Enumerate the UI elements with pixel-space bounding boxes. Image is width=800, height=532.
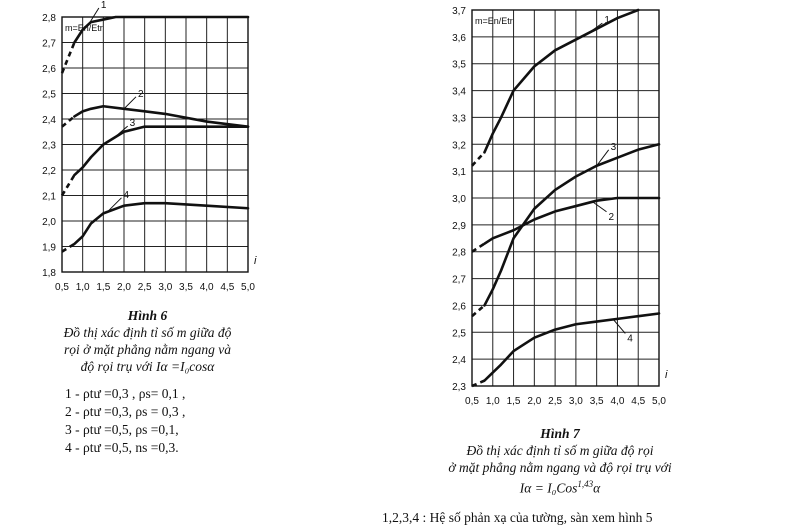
fig6-x-axis-label: i [254,255,257,267]
fig6-x-tick-label: 0,5 [55,282,69,293]
figure-6-caption-line-3: độ rọi trụ với Iα =I₀cosα [80,359,215,374]
fig7-series-1-line [484,10,638,152]
figure-6-caption [20,307,275,375]
fig7-x-tick-label: 0,5 [465,396,479,407]
legend-item-1: 1 - ρtư =0,3 , ρs= 0,1 , [65,386,186,401]
figure-7-title: Hình 7 [540,426,580,441]
fig7-y-tick-label: 3,7 [452,6,466,17]
fig6-x-tick-label: 2,0 [117,282,131,293]
fig6-x-tick-label: 1,0 [75,282,90,293]
fig7-y-tick-label: 3,4 [452,86,466,98]
fig6-x-tick-label: 3,0 [158,282,173,293]
fig7-y-tick-label: 2,6 [452,301,466,313]
fig7-y-tick-label: 2,8 [452,247,466,259]
fig7-y-tick-label: 3,0 [452,194,466,205]
formula-main: Iα = I₀Cos [519,480,578,496]
fig7-series-2-label: 2 [608,211,615,223]
fig6-y-tick-label: 2,6 [42,64,56,75]
fig6-x-tick-label: 4,0 [199,282,214,293]
formula-alpha: α [593,480,601,496]
fig7-y-tick-label: 2,4 [452,355,466,367]
fig6-series-2-line [74,106,248,126]
fig7-series-4-dashed [472,381,484,386]
fig7-y-tick-label: 3,6 [452,32,466,44]
figure-7-caption-line-1: Đồ thị xác định tỉ số m giữa độ rọi [466,443,654,458]
fig6-series-3-label: 3 [129,118,136,130]
fig6-series-1-dashed [62,43,74,74]
fig6-x-tick-label: 3,5 [179,282,193,293]
fig7-y-tick-label: 3,5 [452,59,466,71]
fig7-x-tick-label: 4,5 [631,396,646,407]
fig6-y-tick-label: 2,2 [42,166,56,177]
fig7-series-3-label: 3 [610,141,617,153]
fig6-y-tick-label: 2,1 [42,191,56,203]
fig6-y-tick-label: 2,8 [42,13,56,24]
fig6-y-axis-label: m=En/Etr [65,23,103,33]
fig6-y-tick-label: 2,5 [42,89,56,101]
legend-item-2: 2 - ρtư =0,3, ρs = 0,3 , [65,404,186,419]
fig6-x-tick-label: 4,5 [220,282,235,293]
fig6-series-4-label: 4 [123,189,130,201]
fig6-y-tick-label: 2,3 [42,140,56,152]
fig7-y-tick-label: 3,2 [452,140,466,152]
fig7-series-2-line [484,198,659,244]
fig6-y-tick-label: 2,7 [42,38,56,50]
fig7-series-4-label: 4 [627,333,633,345]
fig7-y-tick-label: 2,7 [452,274,466,286]
fig6-y-tick-label: 2,4 [42,115,56,126]
fig7-y-tick-label: 2,9 [452,220,466,232]
fig6-grid [62,17,248,272]
fig6-series-3-dashed [62,175,74,195]
fig6-series-2-leader [124,97,136,109]
fig7-y-tick-label: 2,3 [452,382,466,393]
fig6-y-tick-label: 2,0 [42,217,56,228]
fig7-x-axis-label: i [665,369,668,381]
fig7-series-4-line [484,313,659,380]
fig7-x-tick-label: 1,5 [506,396,521,407]
legend-item-3: 3 - ρtư =0,5, ρs =0,1, [65,422,179,437]
legend-item-4: 4 - ρtư =0,5, ns =0,3. [65,440,179,455]
fig7-x-tick-label: 2,5 [548,396,563,407]
figure-7-note: 1,2,3,4 : Hệ số phản xạ của tường, sàn xem hình 5 [382,510,653,525]
fig7-y-tick-label: 2,5 [452,328,466,340]
figure-7-caption [410,425,710,497]
fig6-series-2-dashed [62,116,74,126]
fig7-series-1-dashed [472,152,484,165]
fig7-series-3-dashed [472,305,484,316]
figure-7-formula [410,476,710,497]
fig6-series-1-label: 1 [100,0,107,12]
fig6-series-4-line [74,203,248,244]
figure-6-caption-line-1: Đồ thị xác định tỉ số m giữa độ [63,325,232,340]
figure-7-caption-line-2: ở mặt phẳng nằm ngang và độ rọi trụ với [448,460,672,475]
fig6-series-3-line [74,127,248,175]
fig6-x-tick-label: 2,5 [137,282,152,293]
fig7-series-4-leader [613,319,625,333]
figure-6-legend [65,385,185,457]
fig7-series-2-leader [593,202,607,212]
fig7-x-tick-label: 3,5 [589,396,604,407]
chart-figure-7 [452,6,668,407]
fig7-x-tick-label: 1,0 [485,396,500,407]
fig7-series-1-label: 1 [604,15,610,27]
fig7-y-tick-label: 3,3 [452,113,466,125]
fig6-x-tick-label: 1,5 [96,282,111,293]
fig6-series-4-dashed [62,244,74,252]
fig6-y-tick-label: 1,8 [42,268,56,279]
chart-figure-6 [42,0,257,293]
fig7-x-tick-label: 5,0 [652,396,666,407]
fig7-y-tick-label: 3,1 [452,167,466,179]
fig7-y-axis-label: m=En/Etr [475,16,513,26]
fig7-x-tick-label: 4,0 [610,396,625,407]
figure-6-caption-line-2: rọi ở mặt phẳng nằm ngang và [64,342,231,357]
fig6-series-2-label: 2 [138,88,144,100]
fig7-x-tick-label: 3,0 [568,396,583,407]
fig7-x-tick-label: 2,0 [527,396,542,407]
fig6-x-tick-label: 5,0 [241,282,255,293]
formula-exponent: 1,43 [577,479,594,489]
figure-6-title: Hình 6 [127,308,168,323]
fig6-y-tick-label: 1,9 [42,242,56,254]
fig7-series-2-dashed [472,244,484,252]
